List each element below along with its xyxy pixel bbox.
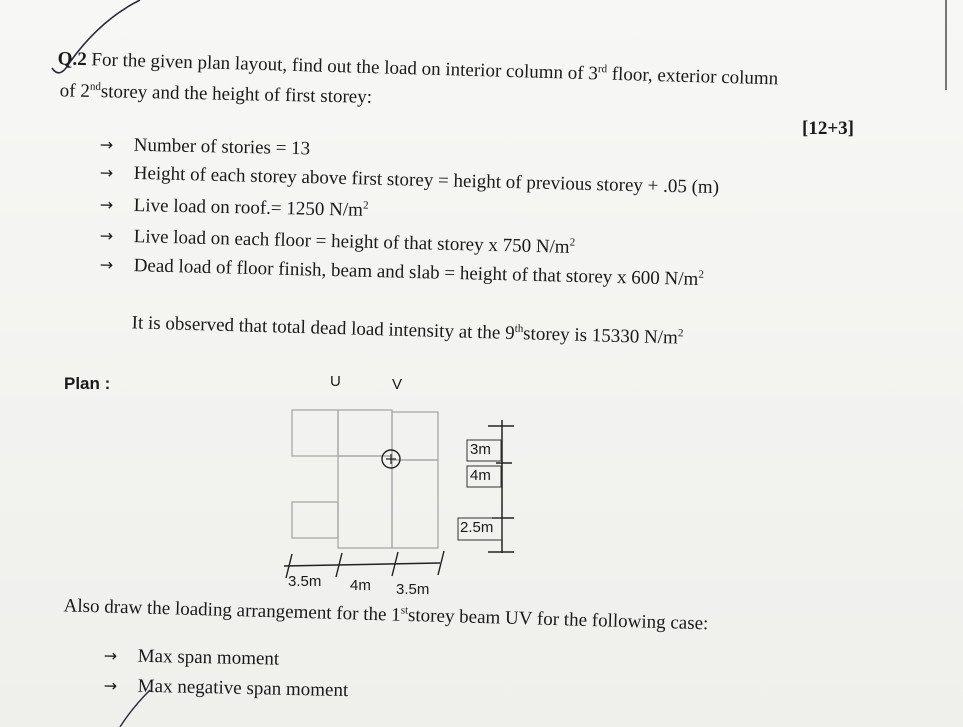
- bullet-5: → Dead load of floor finish, beam and slab = height of that storey x 600 $N/m^2$: [99, 255, 705, 290]
- bullet-2: → Height of each storey above first storey = height of previous storey + .05 (m): [99, 162, 720, 199]
- panel-1: [292, 410, 338, 456]
- arrow-icon: →: [103, 645, 118, 666]
- dim-right-3m: 3m: [470, 441, 491, 458]
- arrow-icon: →: [103, 675, 118, 696]
- bullet-4: → Live load on each floor = height of that storey x 750 $N/m^2$: [99, 226, 576, 258]
- question-line-2: of 2ndstorey and the height of first storey:: [59, 80, 373, 108]
- question-number: Q.2: [57, 48, 88, 71]
- observation-text: It is observed that total dead load intensity at the 9thstorey is 15330 $N/m^2$: [131, 312, 684, 349]
- pen-tick-top: [52, 0, 140, 73]
- dim-bottom-3-5m-right: 3.5m: [396, 581, 430, 598]
- arrow-icon: →: [99, 162, 114, 183]
- label-u: U: [330, 373, 341, 390]
- arrow-icon: →: [99, 134, 114, 155]
- panel-6: [292, 502, 338, 538]
- question-line-1: Q.2 For the given plan layout, find out the load on interior column of 3rd floor, exterior column: [57, 48, 779, 90]
- panel-2: [338, 410, 392, 456]
- case-2: → Max negative span moment: [103, 675, 349, 702]
- arrow-icon: →: [99, 226, 114, 246]
- bullet-1: → Number of stories = 13: [99, 134, 311, 160]
- arrow-icon: →: [99, 255, 114, 275]
- dim-bottom-3-5m-left: 3.5m: [288, 573, 322, 590]
- panel-3: [392, 412, 438, 460]
- marks-label: [12+3]: [802, 118, 854, 139]
- bullet-3: → Live load on roof.= 1250 $N/m^2$: [99, 195, 369, 221]
- dim-right-4m: 4m: [470, 467, 491, 484]
- page-edge: [945, 0, 947, 90]
- arrow-icon: →: [99, 195, 114, 215]
- case-1: → Max span moment: [103, 645, 280, 670]
- plan-label: Plan :: [64, 374, 111, 393]
- panel-5: [392, 460, 438, 548]
- dim-bottom-4m: 4m: [350, 577, 371, 594]
- also-text: Also draw the loading arrangement for the 1ststorey beam UV for the following case:: [63, 595, 709, 635]
- dim-right-2-5m: 2.5m: [460, 519, 494, 536]
- panel-4: [338, 456, 392, 548]
- label-v: V: [392, 376, 403, 393]
